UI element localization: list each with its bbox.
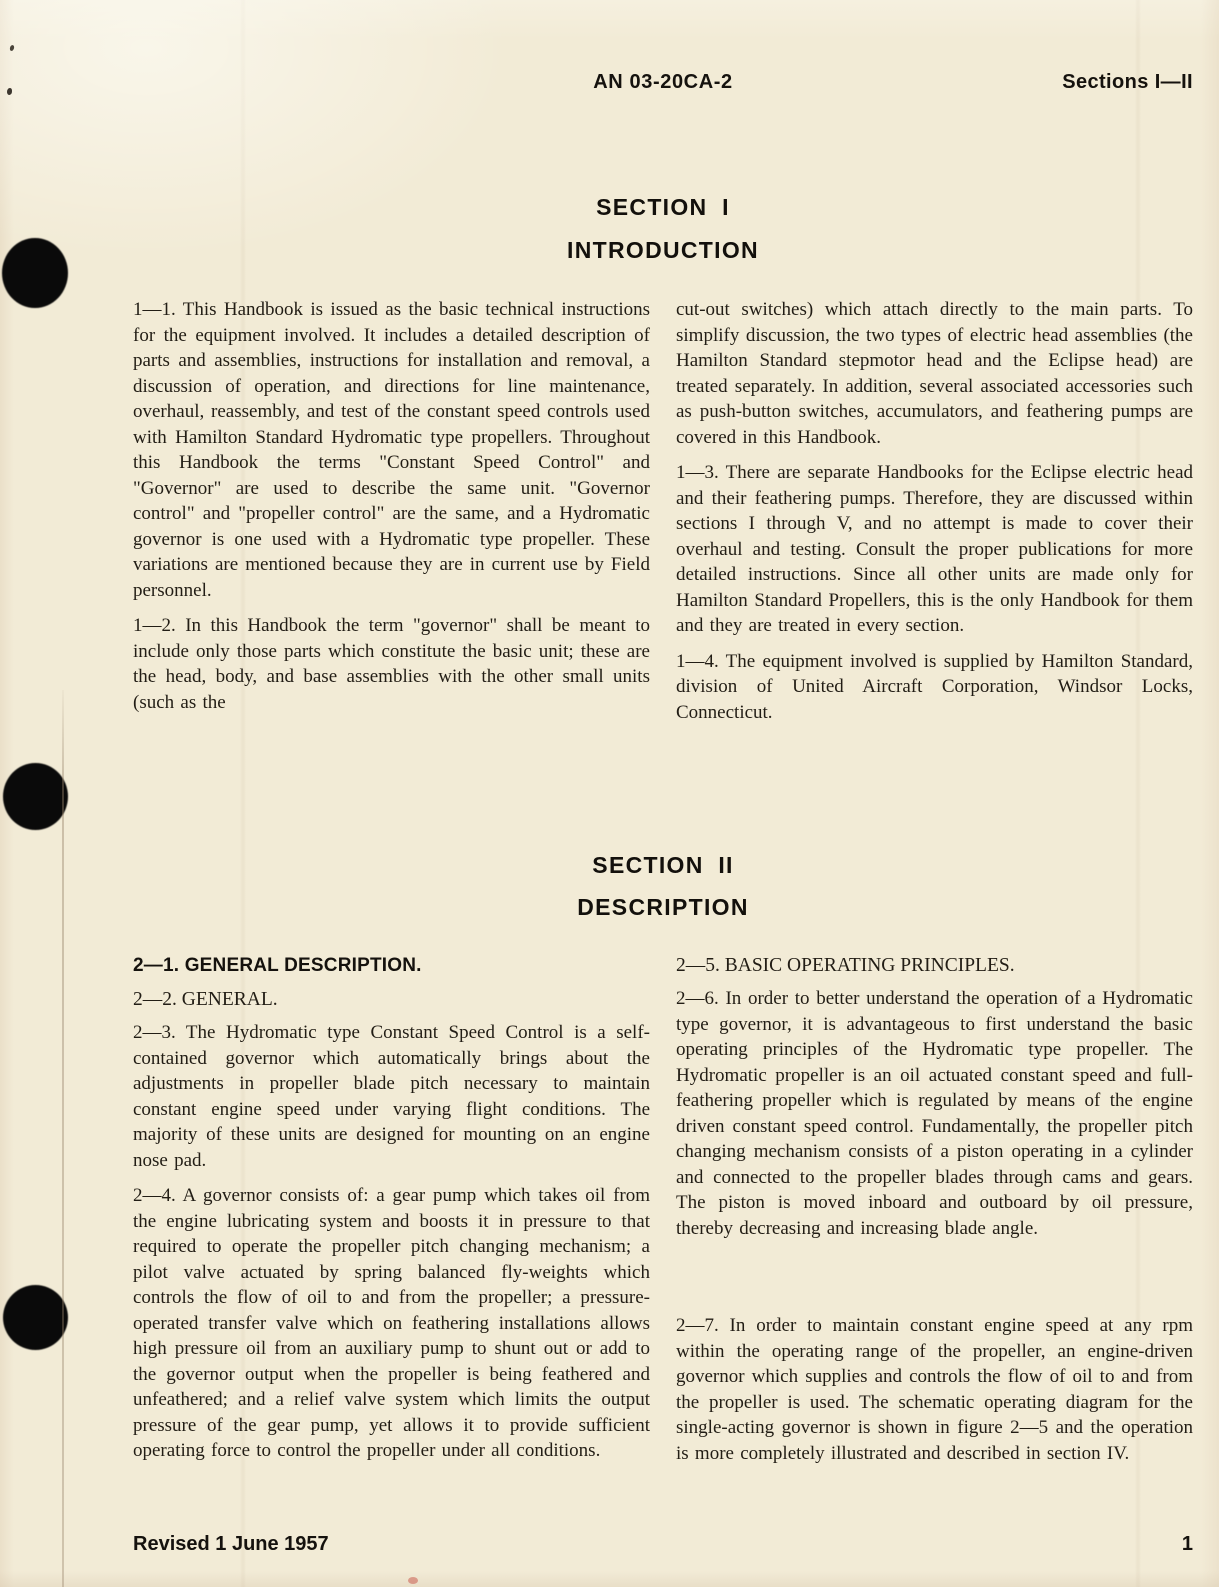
ink-speck-1 bbox=[9, 45, 15, 52]
paragraph-1-2-continued: cut-out switches) which attach directly to the main parts. To simplify discussion, the two types of electric head assemblies (the Hamilton Standard stepmotor head and the Eclipse head) are treated separately. In addition, several associated accessories such as push-button switches, accumulators, and feathering pumps are covered in this Handbook. bbox=[676, 299, 1193, 448]
section1-columns bbox=[133, 297, 1193, 735]
heading-2-1: 2—1. GENERAL DESCRIPTION. bbox=[133, 955, 422, 976]
page-header bbox=[133, 71, 1193, 97]
header-section-range: Sections I—II bbox=[1062, 71, 1193, 93]
doc-number: AN 03-20CA-2 bbox=[593, 71, 733, 93]
paper-crease bbox=[62, 690, 64, 1587]
footer-revised-date: Revised 1 June 1957 bbox=[133, 1533, 329, 1555]
paragraph-1-1: 1—1. This Handbook is issued as the basic technical instructions for the equipment involved. It includes a detailed description of parts and assemblies, instructions for installation and removal, a discussion of operation, and directions for line maintenance, overhaul, reassembly, and test of the constant speed controls used with Hamilton Standard Hydromatic type propellers. Throughout this Handbook the terms "Constant Speed Control" and "Governor" are used to describe the same unit. "Governor control" and "propeller control" are the same, and a Hydromatic governor is one used with a Hydromatic type propeller. These variations are mentioned because they are in current use by Field personnel. bbox=[133, 299, 650, 601]
punch-hole-middle bbox=[3, 763, 68, 830]
section2-title: SECTION II bbox=[592, 852, 734, 878]
punch-hole-top bbox=[2, 238, 68, 308]
section1-title: SECTION I bbox=[596, 194, 730, 220]
section1-subtitle: INTRODUCTION bbox=[567, 237, 759, 263]
paragraph-2-3: 2—3. The Hydromatic type Constant Speed Control is a self-contained governor which automatically brings about the adjustments in propeller blade pitch necessary to maintain constant engine speed under varying flight conditions. The majority of these units are designed for mounting on an engine nose pad. bbox=[133, 1022, 650, 1171]
paragraph-1-2: 1—2. In this Handbook the term "governor" shall be meant to include only those parts which constitute the basic unit; these are the head, body, and base assemblies with the other small units (such as the bbox=[133, 615, 650, 713]
ink-speck-2 bbox=[7, 88, 12, 95]
section2-column-left bbox=[133, 953, 650, 1476]
page-footer bbox=[133, 1533, 1193, 1556]
paragraph-2-6: 2—6. In order to better understand the operation of a Hydromatic type governor, it is advantageous to first understand the basic operating principles of the Hydromatic type propeller. The Hydromatic propeller is an oil actuated constant speed and full-feathering propeller which is regulated by means of the engine driven constant speed control. Fundamentally, the propeller pitch changing mechanism consists of a piston operating in a cylinder and connected to the propeller blades through cams and gears. The piston is moved inboard and outboard by oil pressure, thereby decreasing and increasing blade angle. bbox=[676, 988, 1193, 1239]
paragraph-2-4: 2—4. A governor consists of: a gear pump which takes oil from the engine lubricating system and boosts it in pressure to that required to operate the propeller pitch changing mechanism; a pilot valve actuated by spring balanced fly-weights which controls the flow of oil to and from the propeller; a pressure-operated transfer valve which on feathering installations allows high pressure oil from an auxiliary pump to shunt out or add to the governor output when the propeller is being feathered and unfeathered; and a relief valve system which limits the output pressure of the gear pump, yet allows it to provide sufficient operating force to control the propeller under all conditions. bbox=[133, 1185, 650, 1461]
heading-2-5: 2—5. BASIC OPERATING PRINCIPLES. bbox=[676, 955, 1015, 976]
footer-page-number: 1 bbox=[1181, 1533, 1193, 1555]
section2-column-right bbox=[676, 953, 1193, 1476]
red-mark bbox=[408, 1577, 418, 1584]
section1-column-left bbox=[133, 297, 650, 735]
heading-2-2: 2—2. GENERAL. bbox=[133, 989, 278, 1010]
section2-subtitle: DESCRIPTION bbox=[577, 894, 749, 920]
paragraph-2-7: 2—7. In order to maintain constant engine speed at any rpm within the operating range of the propeller, an engine-driven governor which supplies and controls the flow of oil to and from the propeller is used. The schematic operating diagram for the single-acting governor is shown in figure 2—5 and the operation is more completely illustrated and described in section IV. bbox=[676, 1315, 1193, 1464]
punch-hole-bottom bbox=[3, 1285, 68, 1350]
paragraph-1-3: 1—3. There are separate Handbooks for the Eclipse electric head and their feathering pumps. Therefore, they are discussed within sections I through V, and no attempt is made to cover their overhaul and testing. Consult the proper publications for more detailed instructions. Since all other units are made only for Hamilton Standard Propellers, this is the only Handbook for them and they are treated in every section. bbox=[676, 462, 1193, 636]
paragraph-1-4: 1—4. The equipment involved is supplied by Hamilton Standard, division of United Aircraft Corporation, Windsor Locks, Connecticut. bbox=[676, 650, 1193, 723]
section2-columns bbox=[133, 953, 1193, 1476]
section1-column-right bbox=[676, 297, 1193, 735]
